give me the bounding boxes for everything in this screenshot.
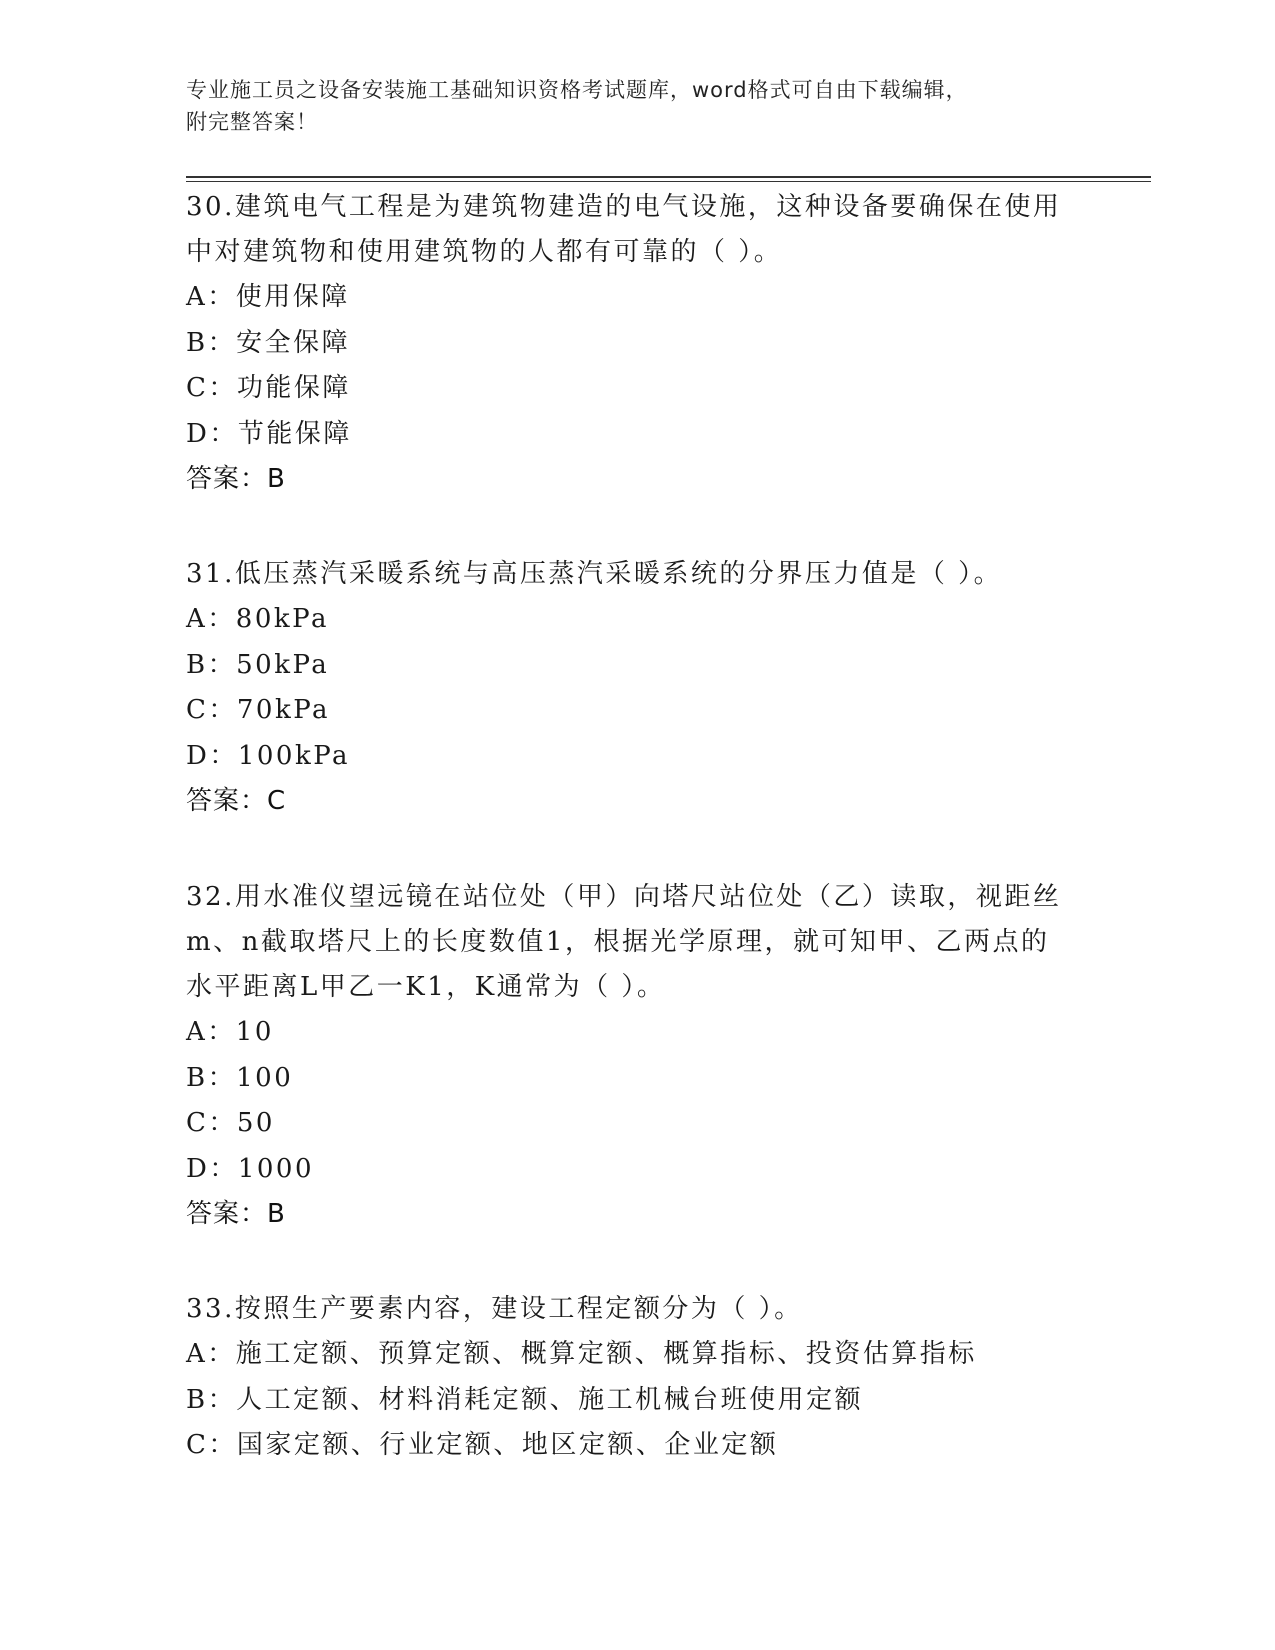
option-c: C：功能保障 — [186, 373, 351, 403]
header-line-1: 专业施工员之设备安装施工基础知识资格考试题库，word格式可自由下载编辑， — [186, 78, 968, 102]
document-header — [186, 74, 1086, 138]
question-stem-line: 30.建筑电气工程是为建筑物建造的电气设施，这种设备要确保在使用 — [186, 192, 1062, 222]
option-b: B：100 — [186, 1062, 294, 1093]
option-a: A：80kPa — [186, 604, 329, 634]
option-c: C：国家定额、行业定额、地区定额、企业定额 — [186, 1430, 779, 1460]
header-divider-thick — [186, 176, 1151, 178]
question-33 — [186, 1287, 1086, 1469]
option-a: A：使用保障 — [186, 282, 350, 312]
question-30 — [186, 185, 1086, 502]
answer-label: 答案：B — [186, 1199, 286, 1229]
answer-label: 答案：B — [186, 464, 286, 494]
option-c: C：70kPa — [186, 695, 331, 725]
option-b: B：人工定额、材料消耗定额、施工机械台班使用定额 — [186, 1384, 864, 1415]
question-stem-line: 31.低压蒸汽采暖系统与高压蒸汽采暖系统的分界压力值是（ ）。 — [186, 559, 1003, 589]
question-stem-line: 水平距离L甲乙一K1，K通常为（ ）。 — [186, 972, 666, 1002]
option-c: C：50 — [186, 1108, 275, 1138]
option-d: D：100kPa — [186, 740, 351, 771]
question-stem-line: 32.用水准仪望远镜在站位处（甲）向塔尺站位处（乙）读取，视距丝 — [186, 882, 1062, 912]
question-32 — [186, 875, 1086, 1237]
option-a: A：施工定额、预算定额、概算定额、概算指标、投资估算指标 — [186, 1339, 977, 1369]
option-d: D：节能保障 — [186, 418, 352, 449]
option-b: B：50kPa — [186, 649, 330, 680]
question-31 — [186, 552, 1086, 824]
question-stem-line: m、n截取塔尺上的长度数值1，根据光学原理，就可知甲、乙两点的 — [186, 927, 1050, 957]
option-d: D：1000 — [186, 1153, 315, 1184]
header-line-2: 附完整答案！ — [186, 110, 318, 134]
question-stem-line: 中对建筑物和使用建筑物的人都有可靠的（ ）。 — [186, 237, 783, 267]
question-stem-line: 33.按照生产要素内容，建设工程定额分为（ ）。 — [186, 1294, 803, 1324]
option-b: B：安全保障 — [186, 327, 351, 358]
answer-label: 答案：C — [186, 786, 287, 816]
header-divider-thin — [186, 181, 1151, 182]
option-a: A：10 — [186, 1017, 274, 1047]
